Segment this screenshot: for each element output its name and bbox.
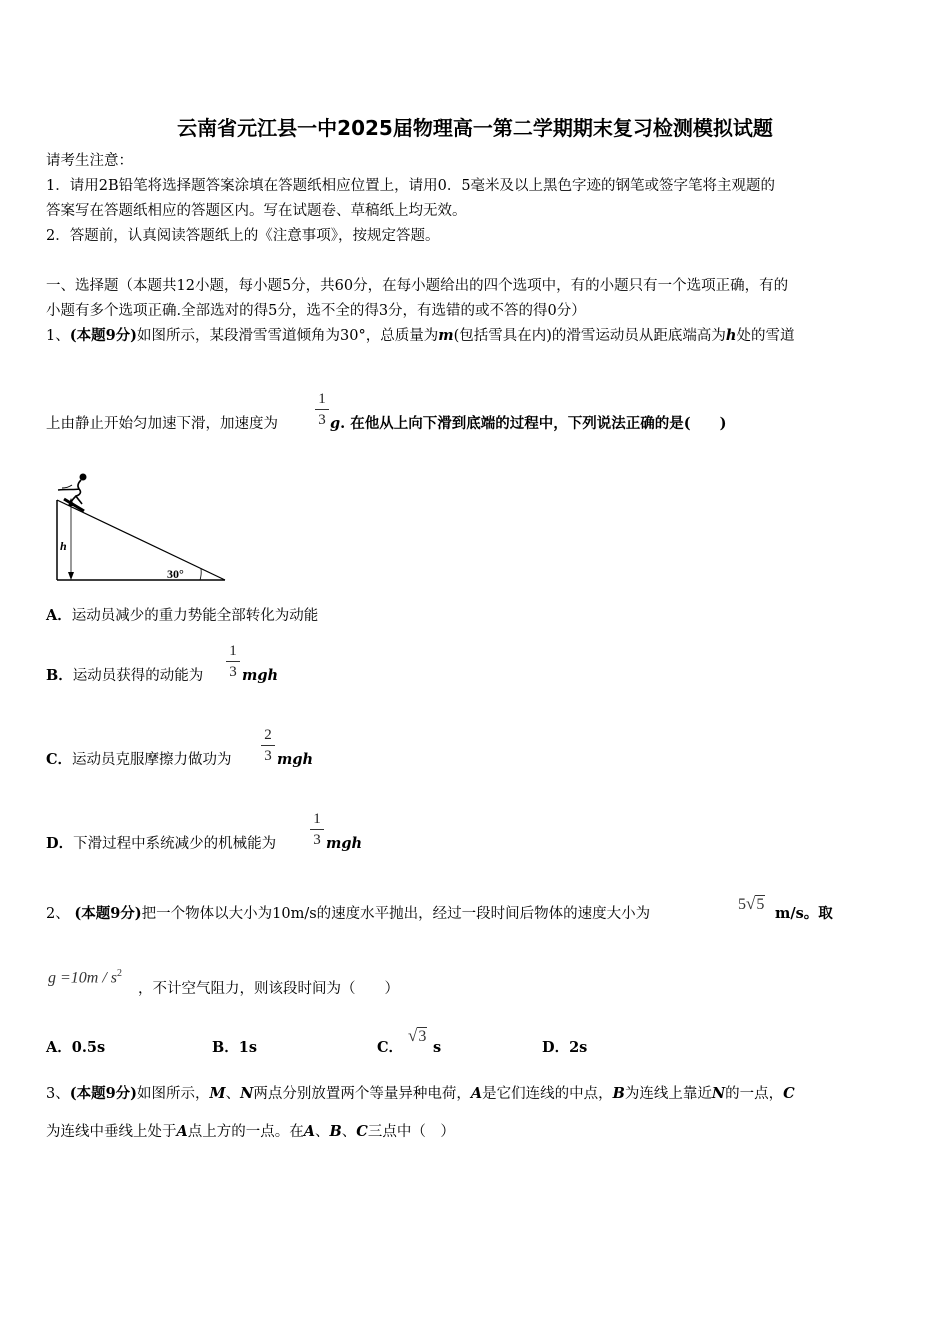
q1-text-a: 如图所示，某段滑雪雪道倾角为30°，总质量为: [137, 328, 439, 344]
q3-text: 的一点，: [725, 1086, 784, 1102]
q3-var: B: [329, 1123, 342, 1140]
section-heading-a: 一、选择题（本题共12小题，每小题5分，共60分，在每小题给出的四个选项中，有的小题只有一个选项正确，有的: [46, 278, 789, 294]
q3-var: B: [612, 1085, 625, 1102]
q3-text: 、: [225, 1086, 241, 1102]
q1-score: (本题9分): [69, 327, 138, 344]
q3-var: A: [470, 1085, 483, 1102]
frac-denominator: 3: [313, 832, 321, 848]
notice-line-2: 2．答题前，认真阅读答题纸上的《注意事项》，按规定答题。: [46, 228, 440, 244]
option-label: A．: [46, 1039, 72, 1056]
q3-text: 点上方的一点。在: [187, 1124, 304, 1140]
q3-text: 为连线上靠近: [624, 1086, 712, 1102]
q2-number: 2、: [46, 906, 70, 922]
q2-option-d: [542, 1038, 587, 1058]
skier-icon: [58, 474, 87, 512]
q1-question-tail: . 在他从上向下滑到底端的过程中，下列说法正确的是( ): [340, 415, 727, 432]
option-value: 0.5s: [71, 1039, 106, 1056]
height-arrow-bottom: [68, 572, 74, 580]
option-label: B．: [46, 667, 73, 684]
q1-option-b-mgh: mgh: [242, 667, 279, 684]
q3-text: 三点中（ ）: [367, 1124, 455, 1140]
q3-line-1: [46, 1084, 795, 1104]
frac-denominator: 3: [264, 748, 272, 764]
option-text: 运动员克服摩擦力做功为: [72, 752, 232, 768]
angle-label: 30°: [167, 567, 184, 581]
q3-var: A: [176, 1123, 188, 1140]
q2-speed-expression: [738, 894, 765, 914]
option-label: D．: [46, 835, 74, 852]
q2-option-c-sqrt: [408, 1026, 427, 1046]
q1-option-d: [46, 834, 276, 854]
q1-var-g: g: [330, 415, 341, 432]
q1-line-2b: [330, 414, 726, 434]
option-text: 运动员获得的动能为: [72, 668, 204, 684]
slope-figure: [50, 468, 230, 586]
q2-option-a: [46, 1038, 105, 1058]
gravity-value: g =10m / s: [48, 969, 118, 987]
q3-text: 如图所示，: [137, 1086, 210, 1102]
q1-option-b-fraction: [226, 642, 240, 681]
notice-heading: 请考生注意：: [46, 153, 133, 169]
option-label: A．: [46, 607, 72, 624]
q3-text: 为连线中垂线上处于: [46, 1124, 177, 1140]
section-heading-b: 小题有多个选项正确.全部选对的得5分，选不全的得3分，有选错的或不答的得0分）: [46, 303, 586, 319]
q2-option-c-label: C．: [377, 1039, 404, 1056]
frac-numerator: 1: [313, 811, 321, 827]
notice-line-1a: 1．请用2B铅笔将选择题答案涂填在答题纸相应位置上，请用0．5毫米及以上黑色字迹的钢笔或签字笔将主观题的: [46, 178, 776, 194]
frac-numerator: 1: [318, 391, 326, 407]
q3-number: 3、: [46, 1086, 70, 1102]
q1-option-d-mgh: mgh: [326, 835, 363, 852]
q3-var: C: [356, 1123, 368, 1140]
q2-text-a: 把一个物体以大小为10m/s的速度水平抛出，经过一段时间后物体的速度大小为: [141, 906, 651, 922]
q1-option-a: [46, 606, 318, 626]
q2-text-c: ，不计空气阻力，则该段时间为（ ）: [138, 981, 399, 997]
q3-line-2: [46, 1122, 455, 1142]
q2-option-b: [212, 1038, 257, 1058]
option-text: 运动员减少的重力势能全部转化为动能: [71, 608, 319, 624]
option-text: 下滑过程中系统减少的机械能为: [73, 836, 277, 852]
height-label: h: [60, 539, 67, 553]
q3-var: N: [711, 1085, 726, 1102]
angle-arc: [200, 569, 201, 580]
notice-line-1b: 答案写在答题纸相应的答题区内。写在试题卷、草稿纸上均无效。: [46, 203, 467, 219]
q2-score: (本题9分): [74, 905, 142, 922]
q3-var: A: [303, 1123, 316, 1140]
speed-coefficient: 5: [738, 896, 746, 913]
q1-var-h: h: [725, 327, 737, 344]
option-value: 1s: [238, 1039, 258, 1056]
q2-gravity-expression: [48, 968, 122, 987]
q1-option-d-fraction: [310, 810, 324, 849]
q1-line-2a: 上由静止开始匀加速下滑，加速度为: [46, 416, 278, 432]
option-label: B．: [212, 1039, 239, 1056]
speed-radicand: 5: [756, 896, 765, 913]
q3-var: C: [783, 1085, 795, 1102]
slope-incline: [57, 500, 225, 580]
q3-text: 、: [315, 1124, 330, 1140]
q1-text-c: 处的雪道: [736, 328, 795, 344]
frac-denominator: 3: [318, 412, 326, 428]
q2-option-c-unit: s: [433, 1039, 442, 1056]
option-value: 2s: [569, 1039, 588, 1056]
option-radicand: 3: [418, 1028, 427, 1045]
q3-text: 两点分别放置两个等量异种电荷，: [253, 1086, 471, 1102]
q1-acceleration-fraction: [315, 390, 329, 429]
option-label: C．: [46, 751, 73, 768]
q1-number: 1、: [46, 328, 70, 344]
q3-text: 、: [341, 1124, 357, 1140]
q1-text-b: (包括雪具在内)的滑雪运动员从距底端高为: [453, 328, 726, 344]
q1-option-c-fraction: [261, 726, 275, 765]
q1-option-b: [46, 666, 203, 686]
q3-score: (本题9分): [69, 1085, 138, 1102]
frac-numerator: 1: [229, 643, 237, 659]
option-label: D．: [542, 1039, 570, 1056]
page-title: 云南省元江县一中2025届物理高一第二学期期末复习检测模拟试题: [177, 116, 773, 140]
gravity-exponent: 2: [117, 968, 123, 979]
q3-var: M: [209, 1085, 226, 1102]
q2-line-1: [46, 904, 650, 924]
sqrt-icon: √: [408, 1026, 418, 1045]
q1-var-m: m: [438, 327, 454, 344]
sqrt-icon: √: [746, 894, 756, 913]
q1-option-c-mgh: mgh: [277, 751, 314, 768]
q3-var: N: [240, 1085, 254, 1102]
frac-denominator: 3: [229, 664, 237, 680]
q1-line-1: [46, 326, 794, 346]
frac-numerator: 2: [264, 727, 272, 743]
q2-text-b: m/s。取: [775, 905, 833, 922]
q3-text: 是它们连线的中点，: [482, 1086, 613, 1102]
q1-option-c: [46, 750, 232, 770]
